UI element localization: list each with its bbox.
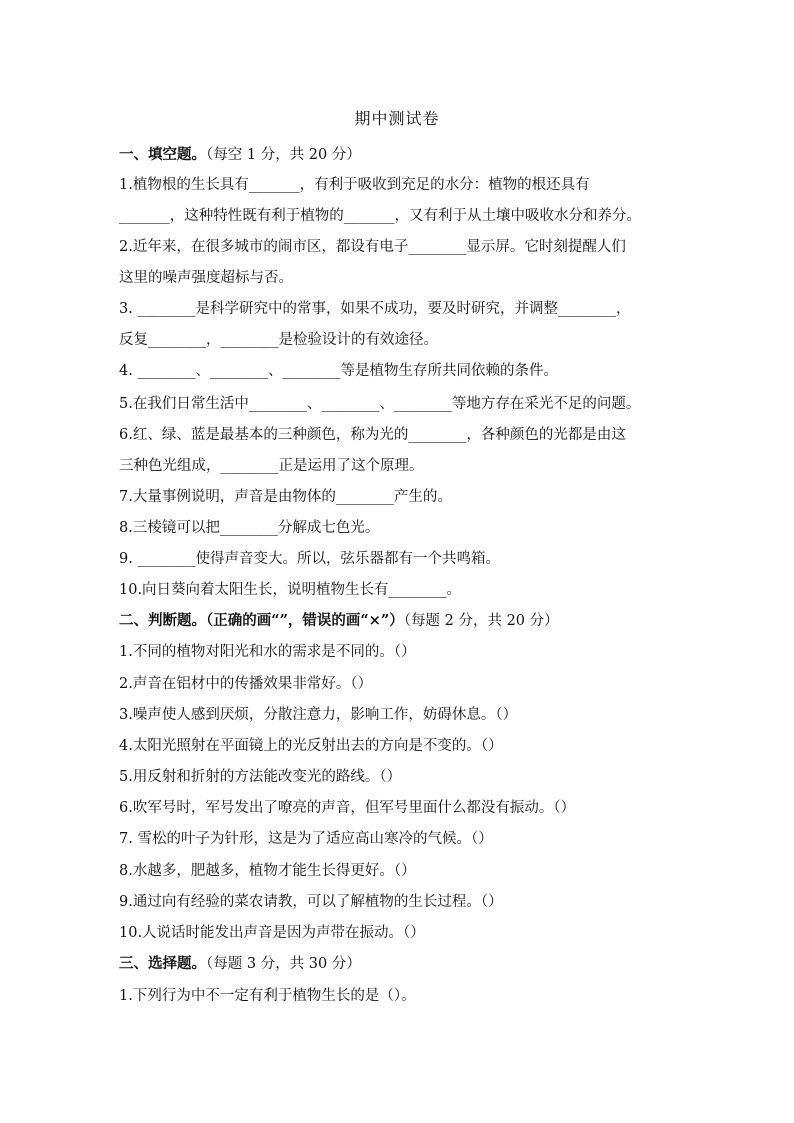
section2-line: 9.通过向有经验的菜农请教，可以了解植物的生长过程。（） (119, 894, 503, 910)
section1-line: 三种色光组成，________正是运用了这个原理。 (119, 458, 424, 474)
section2-note: （每题 2 分，共 20 分） (403, 613, 559, 629)
section1-line: _______，这种特性既有利于植物的_______，又有利于从土壤中吸收水分和养分。 (119, 208, 641, 224)
section2-line: 2.声音在铝材中的传播效果非常好。（） (119, 676, 373, 692)
section3-heading-text: 三、选择题。 (119, 955, 206, 972)
section3-line: 1.下列行为中不一定有利于植物生长的是（）。 (119, 988, 416, 1004)
section1-line: 4. ________、________、________等是植物生存所共同依赖的条件。 (119, 363, 558, 379)
section1-line: 1.植物根的生长具有_______，有利于吸收到充足的水分：植物的根还具有 (119, 177, 590, 193)
section1-note: （每空 1 分，共 20 分） (206, 147, 361, 163)
section1-line: 9. ________使得声音变大。所以，弦乐器都有一个共鸣箱。 (119, 551, 500, 567)
section2-line: 6.吹军号时，军号发出了嘹亮的声音，但军号里面什么都没有振动。（） (119, 800, 576, 816)
section2-line: 3.噪声使人感到厌烦，分散注意力，影响工作，妨碍休息。（） (119, 707, 518, 723)
section2-heading-text: 二、判断题。（正确的画“”，错误的画“×”） (119, 612, 404, 629)
section2-line: 10.人说话时能发出声音是因为声带在振动。（） (119, 925, 425, 941)
section1-heading-text: 一、填空题。 (119, 146, 206, 163)
section1-line: 这里的噪声强度超标与否。 (119, 270, 293, 286)
section1-line: 10.向日葵向着太阳生长，说明植物生长有________。 (119, 582, 462, 598)
section2-line: 5.用反射和折射的方法能改变光的路线。（） (119, 769, 402, 785)
section2-line: 1.不同的植物对阳光和水的需求是不同的。（） (119, 644, 416, 660)
section1-heading (119, 145, 689, 165)
section1-line: 反复________，________是检验设计的有效途径。 (119, 332, 438, 348)
section1-line: 7.大量事例说明，声音是由物体的________产生的。 (119, 489, 452, 505)
section2-line: 8.水越多，肥越多，植物才能生长得更好。（） (119, 863, 416, 879)
section2-line: 7. 雪松的叶子为针形，这是为了适应高山寒冷的气候。（） (119, 831, 493, 847)
page-title: 期中测试卷 (354, 109, 440, 128)
section1-line: 5.在我们日常生活中________、________、________等地方存在采光不足的问题。 (119, 396, 641, 412)
section2-line: 4.太阳光照射在平面镜上的光反射出去的方向是不变的。（） (119, 738, 503, 754)
section1-line: 8.三棱镜可以把________分解成七色光。 (119, 520, 380, 536)
section3-heading (119, 954, 689, 974)
section2-heading (119, 611, 689, 631)
section1-line: 6.红、绿、蓝是最基本的三种颜色，称为光的________，各种颜色的光都是由这 (119, 427, 626, 443)
section1-line: 3. ________是科学研究中的常事，如果不成功，要及时研究，并调整________， (119, 301, 631, 317)
section1-line: 2.近年来，在很多城市的闹市区，都设有电子________显示屏。它时刻提醒人们 (119, 239, 626, 255)
section3-note: （每题 3 分，共 30 分） (206, 956, 361, 972)
